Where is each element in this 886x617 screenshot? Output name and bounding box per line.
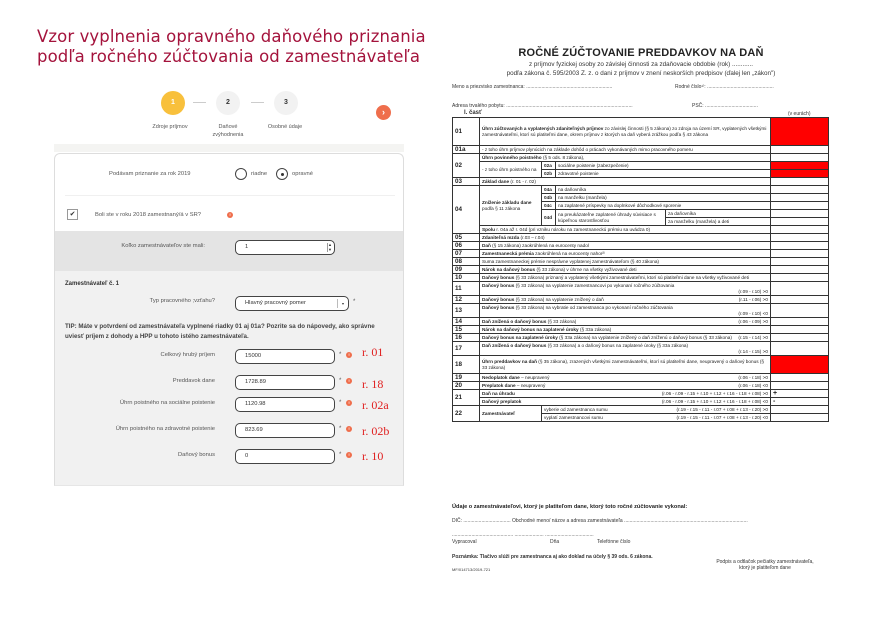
step-1-label: Zdroje príjmov	[152, 124, 188, 130]
required-mark: *	[353, 299, 356, 305]
step-2-label: Daňové zvýhodnenia	[212, 124, 244, 138]
employer-section-title: Zamestnávateľ č. 1	[65, 281, 120, 287]
note-r10: r. 10	[362, 449, 384, 463]
form-code: MF/014713/2019-721	[452, 567, 491, 572]
field-r10	[771, 274, 829, 282]
date-label: Dňa	[550, 539, 560, 545]
field-label-bonus: Daňový bonus	[177, 452, 215, 458]
step-number: 1	[171, 99, 175, 106]
info-icon[interactable]: !	[346, 352, 352, 358]
birth-number-line: Rodné číslo¹⁾: ................................................	[675, 84, 774, 90]
work-type-value: Hlavný pracovný pomer	[245, 300, 306, 306]
document-title: ROČNÉ ZÚČTOVANIE PREDDAVKOV NA DAŇ	[518, 47, 764, 59]
employers-count-stepper[interactable]	[235, 240, 335, 255]
next-button[interactable]	[376, 105, 391, 120]
document-subtitle-2: podľa zákona č. 595/2003 Z. z. o dani z príjmov v znení neskorších predpisov (ďalej len „zákon")	[506, 70, 776, 77]
radio-opravne-label: opravné	[292, 171, 313, 177]
note-r18: r. 18	[362, 377, 384, 391]
work-type-label: Typ pracovného ;vzťahu?	[149, 298, 215, 304]
signature-label: Podpis a odtlačok pečiatky zamestnávateľa, ktorý je platiteľom dane	[716, 559, 814, 571]
title-line-1: Vzor vyplnenia opravného daňového priznania	[37, 27, 426, 46]
social-insurance-input[interactable]: 1120.98	[235, 397, 335, 412]
divider-bar	[54, 144, 404, 152]
employer-id-line: DIČ: .................................. Obchodné meno/ názov a adresa zamestnávateľa .........................................................................................	[452, 518, 748, 524]
info-icon[interactable]: !	[227, 212, 233, 218]
document-subtitle-1: z príjmov fyzickej osoby zo závislej činnosti za zdaňovacie obdobie (rok) ............	[529, 61, 753, 68]
radio-riadne-label: riadne	[251, 171, 268, 177]
step-2[interactable]	[216, 91, 240, 115]
required-mark: *	[339, 378, 342, 384]
field-label-income: Celkový hrubý príjem	[160, 352, 215, 358]
employed-checkbox[interactable]: ✔	[67, 209, 78, 220]
info-icon[interactable]: !	[346, 426, 352, 432]
signature-dots: ............................................ ..................... ...................................	[452, 532, 594, 538]
income-input[interactable]: 15000	[235, 349, 335, 364]
currency-note: (v eurách)	[788, 111, 811, 117]
field-label-advance: Preddavok dane	[172, 378, 215, 384]
employers-count-section	[55, 231, 404, 271]
spinner-arrows-icon[interactable]: ▲ ▼	[328, 242, 332, 252]
step-number: 2	[226, 99, 230, 106]
work-type-select[interactable]	[235, 296, 349, 311]
advance-tax-input[interactable]: 1728.89	[235, 375, 335, 390]
note-r01: r. 01	[362, 345, 384, 359]
radio-riadne[interactable]	[235, 168, 247, 180]
employed-label: Boli ste v roku 2018 zamestnaný/á v SR?	[95, 212, 202, 218]
radio-opravne[interactable]	[276, 168, 288, 180]
employers-count-value: 1	[245, 244, 249, 250]
required-mark: *	[339, 352, 342, 358]
health-insurance-input[interactable]: 823.69	[235, 423, 335, 438]
page-title	[37, 27, 426, 67]
title-line-2: podľa ročného zúčtovania od zamestnávateľa	[37, 47, 421, 66]
prepared-by-label: Vypracoval	[452, 539, 477, 545]
field-r02a	[771, 162, 829, 170]
field-r01	[771, 118, 829, 146]
step-3[interactable]	[274, 91, 298, 115]
tax-form-table: 01 Úhrn zúčtovaných a vyplatených zdaniteľných príjmov zo závislej činnosti (§ 5 zákona) zo zdroja na území SR, vyplatených všetkými zamestnávateľmi, ktorí sú platiteľmi dane, okrem príjmov z ktorých sa daň vyberá zrážkou podľa § 43 zákona 01a - z toho úhrn príjmov plynúcich na základe dohôd o prácach vykonávaných mimo pracovného pomeru 02 Úhrn povinného poistného (§ 5 ods. 8 zákona), - z toho úhrn poistného na 02a sociálne poistenie (zabezpečenie) 02b zdravotné poistenie 03 Základ dane (r. 01 - r. 02) 04 Zníženie základu dane podľa § 11 zákona 04a na daňovníka 04b na manželku (manžela) 04c na zaplatené príspevky na doplnkové dôchodkové sporenie 04d na preukázateľne zaplatené úhrady súvisiace s kúpeľnou starostlivosťou za daňovníka za manželku (manžela) a deti Spolu r. 04a až r. 04d (pri vzniku nároku na zamestnaneckú prémiu sa uvádza 0) 05 Zdaniteľná mzda (r.03 – r.04) 06 Daň (§ 15 zákona) zaokrúhlená na eurocenty nadol 07 Zamestnanecká prémia zaokrúhlená na eurocenty nahor²⁾ 08 Suma zamestnaneckej prémie nesprávne vyplatenej zamestnávateľom (§ 40 zákona) 09 Nárok na daňový bonus (§ 33 zákona) v úhrne na všetky vyživované deti 10 Daňový bonus (§ 33 zákona) priznaný a vyplatený všetkými zamestnávateľmi, ktorí sú platiteľmi dane na všetky vyživované deti 11 Daňový bonus (§ 33 zákona) na vyplatenie zamestnancovi po vykonaní ročného zúčtovania (r.09 - r.10) >0 12 Daňový bonus (§ 33 zákona) na vyplatenie znížený o daň (r.11 - r.06) >0 13 Daňový bonus (§ 33 zákona) na vybratie od zamestnanca po vykonaní ročného zúčtovania (r.09 - r.10) <0 14 Daň znížená o daňový bonus (§ 33 zákona) (r.06 - r.09) >0 15 Nárok na daňový bonus na zaplatené úroky (§ 33a zákona) 16 Daňový bonus na zaplatené úroky (§ 33a zákona) na vyplatenie znížený o daň zníženú o daňový bonus (§ 33 zákona) (r.15 - r.14) >0 17 Daň znížená o daňový bonus (§ 33 zákona) a o daňový bonus na zaplatené úroky (§ 33a zákona) (r.14 - r.15) >0 18 Úhrn preddavkov na daň (§ 35 zákona), zrazených všetkými zamestnávateľmi, ktorí sú platiteľmi dane, neupravený o daňový bonus (§ 33 zákona) 19 Nedoplatok dane – neupravený (r.06 - r.18) >0 20 Preplatok dane – neupravený (r.06 - r.18) <0 21 Daň na úhradu (r.06 - r.09 - r.15 + r.10 + r.12 + r.16 - r.18 + r.08) >0 + Daňový preplatok (r.06 - r.09 - r.15 + r.10 + r.12 + r.16 - r.18 + r.08) <0 - 22 Zamestnávateľ vyberie od zamestnanca sumu (r.19 - r.15 - r.11 - r.07 + r.08 + r.13 - r.20) >0 vyplatí zamestnancovi sumu (r.19 - r.15 - r.11 - r.07 + r.08 + r.13 - r.20) <0	[452, 117, 829, 422]
fields-continued	[54, 396, 404, 486]
step-connector	[193, 102, 206, 103]
step-connector	[251, 102, 264, 103]
step-number: 3	[284, 99, 288, 106]
field-label-health: Úhrn poistného na zdravotné poistenie	[115, 426, 215, 432]
tax-bonus-input[interactable]: 0	[235, 449, 335, 464]
required-mark: *	[339, 452, 342, 458]
info-icon[interactable]: !	[346, 400, 352, 406]
field-label-social: Úhrn poistného na sociálne poistenie	[119, 400, 215, 406]
income-form-card	[54, 153, 404, 396]
step-1[interactable]	[161, 91, 185, 115]
note-r02a: r. 02a	[362, 398, 389, 412]
chevron-right-icon: ›	[382, 107, 385, 117]
step-3-label: Osobné údaje	[267, 124, 303, 130]
chevron-down-icon: ▾	[337, 299, 344, 308]
part-heading: I. časť	[464, 110, 482, 116]
divider	[65, 195, 395, 196]
info-icon[interactable]: !	[346, 378, 352, 384]
required-mark: *	[339, 426, 342, 432]
employer-info-heading: Údaje o zamestnávateľovi, ktorý je platiteľom dane, ktorý toto ročné zúčtovanie vykonal:	[452, 504, 688, 510]
form-note: Poznámka: Tlačivo slúži pre zamestnanca aj ako doklad na účely § 39 ods. 6 zákona.	[452, 554, 653, 560]
info-icon[interactable]: !	[346, 452, 352, 458]
address-line: Adresa trvalého pobytu: ...........................................................................................	[452, 103, 633, 109]
tax-year-label: Podávam priznanie za rok 2019	[109, 171, 191, 177]
field-r18	[771, 356, 829, 374]
field-r02b	[771, 170, 829, 178]
tip-text: TIP: Máte v potvrdení od zamestnávateľa vyplnené riadky 01 aj 01a? Pozrite sa do nápovedy, ako správne uviesť príjem z dohody a HPP u tohoto istého zamestnávateľa.	[65, 323, 375, 340]
postal-code-line: PSČ: ......................................	[692, 103, 758, 109]
employee-name-line: Meno a priezvisko zamestnanca: ..............................................................	[452, 84, 613, 90]
required-mark: *	[339, 400, 342, 406]
tax-document	[450, 40, 832, 580]
employers-count-label: Koľko zamestnávateľov ste mali:	[121, 243, 205, 249]
note-r02b: r. 02b	[362, 424, 390, 438]
phone-label: Telefónne číslo	[597, 539, 631, 545]
